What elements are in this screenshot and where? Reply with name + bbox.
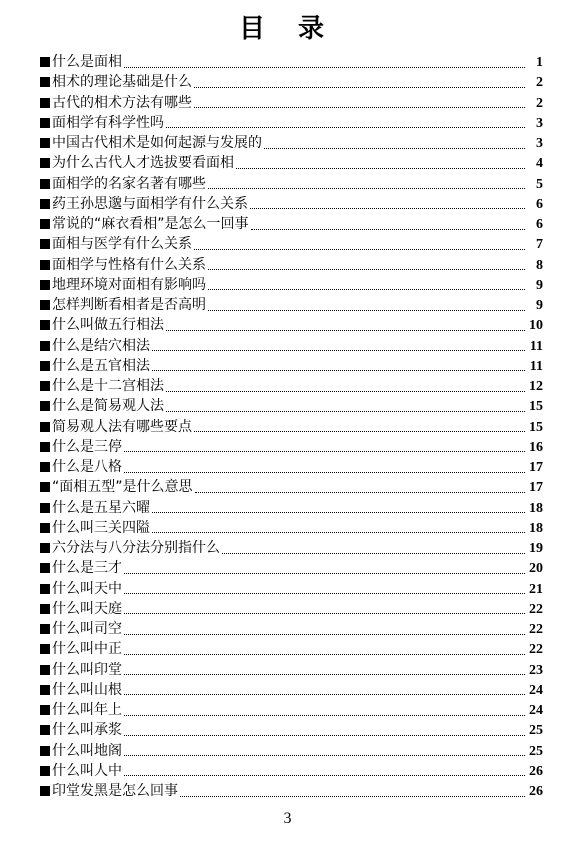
dot-leader	[124, 654, 525, 655]
toc-entry-page-number: 23	[529, 662, 543, 678]
square-bullet-icon	[40, 341, 50, 351]
square-bullet-icon	[40, 260, 50, 270]
toc-entry-title: 常说的“麻衣看相”是怎么一回事	[52, 216, 249, 232]
dot-leader	[152, 532, 525, 533]
toc-entry[interactable]	[40, 376, 543, 396]
square-bullet-icon	[40, 746, 50, 756]
square-bullet-icon	[40, 219, 50, 229]
dot-leader	[166, 127, 525, 128]
dot-leader	[250, 208, 525, 209]
toc-entry-page-number: 18	[529, 500, 543, 516]
square-bullet-icon	[40, 705, 50, 715]
dot-leader	[152, 512, 525, 513]
toc-entry-page-number: 6	[536, 196, 543, 212]
dot-leader	[124, 755, 525, 756]
toc-entry-title: 面相学有科学性吗	[52, 114, 164, 131]
toc-entry-page-number: 22	[529, 642, 543, 658]
square-bullet-icon	[40, 138, 50, 148]
dot-leader	[166, 330, 525, 331]
toc-entry-page-number: 6	[536, 217, 543, 232]
toc-entry-title: 什么是面相	[52, 54, 122, 70]
toc-entry-page-number: 16	[529, 439, 543, 455]
toc-entry-page-number: 3	[536, 136, 543, 151]
toc-entry[interactable]	[40, 275, 543, 295]
square-bullet-icon	[40, 766, 50, 776]
dot-leader	[124, 694, 525, 695]
toc-entry-page-number: 3	[536, 115, 543, 131]
toc-entry[interactable]	[40, 639, 543, 659]
toc-entry[interactable]	[40, 437, 543, 457]
square-bullet-icon	[40, 462, 50, 472]
toc-entry-page-number: 9	[536, 277, 543, 293]
square-bullet-icon	[40, 320, 50, 330]
toc-entry[interactable]	[40, 538, 543, 558]
square-bullet-icon	[40, 57, 50, 67]
toc-entry[interactable]	[40, 720, 543, 740]
toc-entry-title: 什么叫印堂	[52, 661, 122, 678]
toc-entry-page-number: 25	[529, 723, 543, 739]
toc-entry-page-number: 26	[529, 763, 543, 779]
dot-leader	[124, 735, 525, 736]
toc-entry[interactable]	[40, 234, 543, 254]
square-bullet-icon	[40, 98, 50, 108]
square-bullet-icon	[40, 584, 50, 594]
toc-entry-title: 什么是结穴相法	[52, 337, 150, 354]
toc-entry[interactable]	[40, 113, 543, 133]
toc-entry[interactable]	[40, 761, 543, 781]
dot-leader	[124, 593, 525, 594]
toc-entry-title: 六分法与八分法分别指什么	[52, 540, 220, 556]
dot-leader	[124, 67, 525, 68]
page-title: 目 录	[238, 14, 337, 44]
toc-entry-page-number: 2	[536, 75, 543, 91]
toc-entry-page-number: 10	[529, 318, 543, 334]
toc-entry[interactable]	[40, 498, 543, 518]
dot-leader	[124, 634, 525, 635]
dot-leader	[152, 370, 525, 371]
toc-entry-title: 相术的理论基础是什么	[52, 74, 192, 91]
footer-page-number: 3	[283, 810, 292, 827]
toc-entry-page-number: 24	[529, 703, 543, 718]
toc-entry-page-number: 24	[529, 682, 543, 698]
square-bullet-icon	[40, 482, 50, 492]
square-bullet-icon	[40, 361, 50, 371]
toc-entry[interactable]	[40, 255, 543, 275]
toc-entry[interactable]	[40, 457, 543, 477]
toc-entry-page-number: 5	[536, 176, 543, 192]
toc-entry-title: 中国古代相术是如何起源与发展的	[52, 135, 262, 151]
square-bullet-icon	[40, 442, 50, 452]
square-bullet-icon	[40, 158, 50, 168]
toc-entry[interactable]	[40, 52, 543, 72]
toc-entry[interactable]	[40, 214, 543, 234]
toc-entry-title: 什么是五官相法	[52, 357, 150, 374]
toc-entry-title: 为什么古代人才选拔要看面相	[52, 155, 234, 172]
square-bullet-icon	[40, 604, 50, 614]
toc-entry-title: 什么叫司空	[52, 621, 122, 637]
toc-entry[interactable]	[40, 194, 543, 214]
toc-entry-page-number: 9	[536, 298, 543, 313]
dot-leader	[180, 796, 525, 797]
dot-leader	[124, 451, 525, 452]
toc-entry[interactable]	[40, 599, 543, 619]
dot-leader	[236, 168, 525, 169]
dot-leader	[222, 553, 525, 554]
toc-entry-page-number: 18	[529, 520, 543, 536]
table-of-contents	[40, 52, 543, 801]
toc-entry-page-number: 11	[529, 338, 543, 354]
square-bullet-icon	[40, 665, 50, 675]
toc-entry[interactable]	[40, 700, 543, 720]
toc-entry-page-number: 17	[529, 480, 543, 496]
toc-entry-title: 什么是十二宫相法	[52, 378, 164, 394]
toc-entry-title: 药王孙思邈与面相学有什么关系	[52, 195, 248, 212]
toc-entry-title: 什么叫三关四隘	[52, 519, 150, 536]
toc-entry-title: 古代的相术方法有哪些	[52, 94, 192, 111]
toc-entry-title: 什么叫做五行相法	[52, 317, 164, 334]
square-bullet-icon	[40, 624, 50, 634]
toc-entry[interactable]	[40, 133, 543, 153]
toc-entry-page-number: 25	[529, 743, 543, 759]
toc-entry-page-number: 12	[529, 379, 543, 394]
toc-entry-title: 什么叫山根	[52, 681, 122, 698]
square-bullet-icon	[40, 543, 50, 553]
square-bullet-icon	[40, 280, 50, 290]
dot-leader	[124, 674, 525, 675]
dot-leader	[124, 573, 525, 574]
square-bullet-icon	[40, 503, 50, 513]
toc-entry-page-number: 7	[536, 237, 543, 253]
dot-leader	[194, 87, 525, 88]
square-bullet-icon	[40, 401, 50, 411]
square-bullet-icon	[40, 725, 50, 735]
toc-entry[interactable]	[40, 174, 543, 194]
toc-entry-title: 什么是简易观人法	[52, 398, 164, 415]
dot-leader	[208, 269, 525, 270]
square-bullet-icon	[40, 77, 50, 87]
toc-entry-title: 面相学的名家名著有哪些	[52, 175, 206, 192]
toc-entry[interactable]	[40, 741, 543, 761]
dot-leader	[195, 492, 525, 493]
dot-leader	[124, 775, 525, 776]
toc-entry[interactable]	[40, 72, 543, 92]
square-bullet-icon	[40, 199, 50, 209]
toc-entry-title: 什么是三才	[52, 560, 122, 577]
dot-leader	[166, 391, 525, 392]
dot-leader	[194, 249, 525, 250]
toc-entry-title: 简易观人法有哪些要点	[52, 418, 192, 435]
dot-leader	[194, 107, 525, 108]
square-bullet-icon	[40, 644, 50, 654]
dot-leader	[208, 188, 525, 189]
toc-entry-page-number: 15	[529, 399, 543, 415]
toc-entry[interactable]	[40, 680, 543, 700]
toc-entry-page-number: 1	[536, 55, 543, 70]
toc-entry[interactable]	[40, 579, 543, 599]
toc-entry-title: 什么是三停	[52, 438, 122, 455]
toc-entry-title: 什么叫年上	[52, 702, 122, 718]
toc-entry-page-number: 26	[529, 784, 543, 799]
toc-entry-page-number: 2	[536, 95, 543, 111]
toc-entry-page-number: 19	[529, 541, 543, 556]
toc-entry-page-number: 22	[529, 601, 543, 617]
toc-entry-page-number: 8	[536, 257, 543, 273]
toc-entry[interactable]	[40, 781, 543, 801]
toc-entry-title: “面相五型”是什么意思	[52, 479, 193, 496]
toc-entry[interactable]	[40, 93, 543, 113]
dot-leader	[124, 715, 525, 716]
dot-leader	[264, 148, 525, 149]
toc-entry-title: 什么叫天庭	[52, 600, 122, 617]
dot-leader	[124, 472, 525, 473]
dot-leader	[194, 431, 525, 432]
toc-entry-page-number: 20	[529, 561, 543, 577]
toc-entry-page-number: 17	[529, 460, 543, 475]
toc-entry-page-number: 21	[529, 581, 543, 597]
dot-leader	[152, 350, 525, 351]
square-bullet-icon	[40, 422, 50, 432]
toc-entry[interactable]	[40, 477, 543, 497]
square-bullet-icon	[40, 118, 50, 128]
square-bullet-icon	[40, 381, 50, 391]
toc-entry[interactable]	[40, 153, 543, 173]
square-bullet-icon	[40, 786, 50, 796]
toc-entry-page-number: 15	[529, 419, 543, 435]
toc-entry[interactable]	[40, 558, 543, 578]
square-bullet-icon	[40, 563, 50, 573]
toc-entry-page-number: 11	[529, 358, 543, 374]
toc-entry-title: 什么叫天中	[52, 580, 122, 597]
toc-entry[interactable]	[40, 660, 543, 680]
toc-entry-title: 面相与医学有什么关系	[52, 236, 192, 253]
dot-leader	[251, 229, 525, 230]
toc-entry[interactable]	[40, 396, 543, 416]
toc-entry-title: 地理环境对面相有影响吗	[52, 276, 206, 293]
dot-leader	[208, 310, 525, 311]
toc-entry-title: 什么叫承浆	[52, 722, 122, 739]
toc-entry-page-number: 4	[536, 156, 543, 172]
toc-entry-title: 印堂发黑是怎么回事	[52, 783, 178, 799]
dot-leader	[208, 289, 525, 290]
toc-entry-title: 面相学与性格有什么关系	[52, 256, 206, 273]
toc-entry-title: 什么是五星六曜	[52, 499, 150, 516]
toc-entry[interactable]	[40, 518, 543, 538]
toc-entry[interactable]	[40, 417, 543, 437]
square-bullet-icon	[40, 523, 50, 533]
toc-entry-title: 什么叫人中	[52, 762, 122, 779]
square-bullet-icon	[40, 179, 50, 189]
toc-entry[interactable]	[40, 315, 543, 335]
square-bullet-icon	[40, 300, 50, 310]
toc-entry-title: 怎样判断看相者是否高明	[52, 297, 206, 313]
toc-entry[interactable]	[40, 356, 543, 376]
toc-entry-title: 什么叫地阁	[52, 742, 122, 759]
toc-entry-title: 什么是八格	[52, 459, 122, 475]
toc-entry[interactable]	[40, 295, 543, 315]
square-bullet-icon	[40, 239, 50, 249]
toc-entry-page-number: 22	[529, 622, 543, 637]
toc-entry[interactable]	[40, 336, 543, 356]
square-bullet-icon	[40, 685, 50, 695]
dot-leader	[124, 613, 525, 614]
toc-entry-title: 什么叫中正	[52, 641, 122, 658]
dot-leader	[166, 411, 525, 412]
toc-entry[interactable]	[40, 619, 543, 639]
